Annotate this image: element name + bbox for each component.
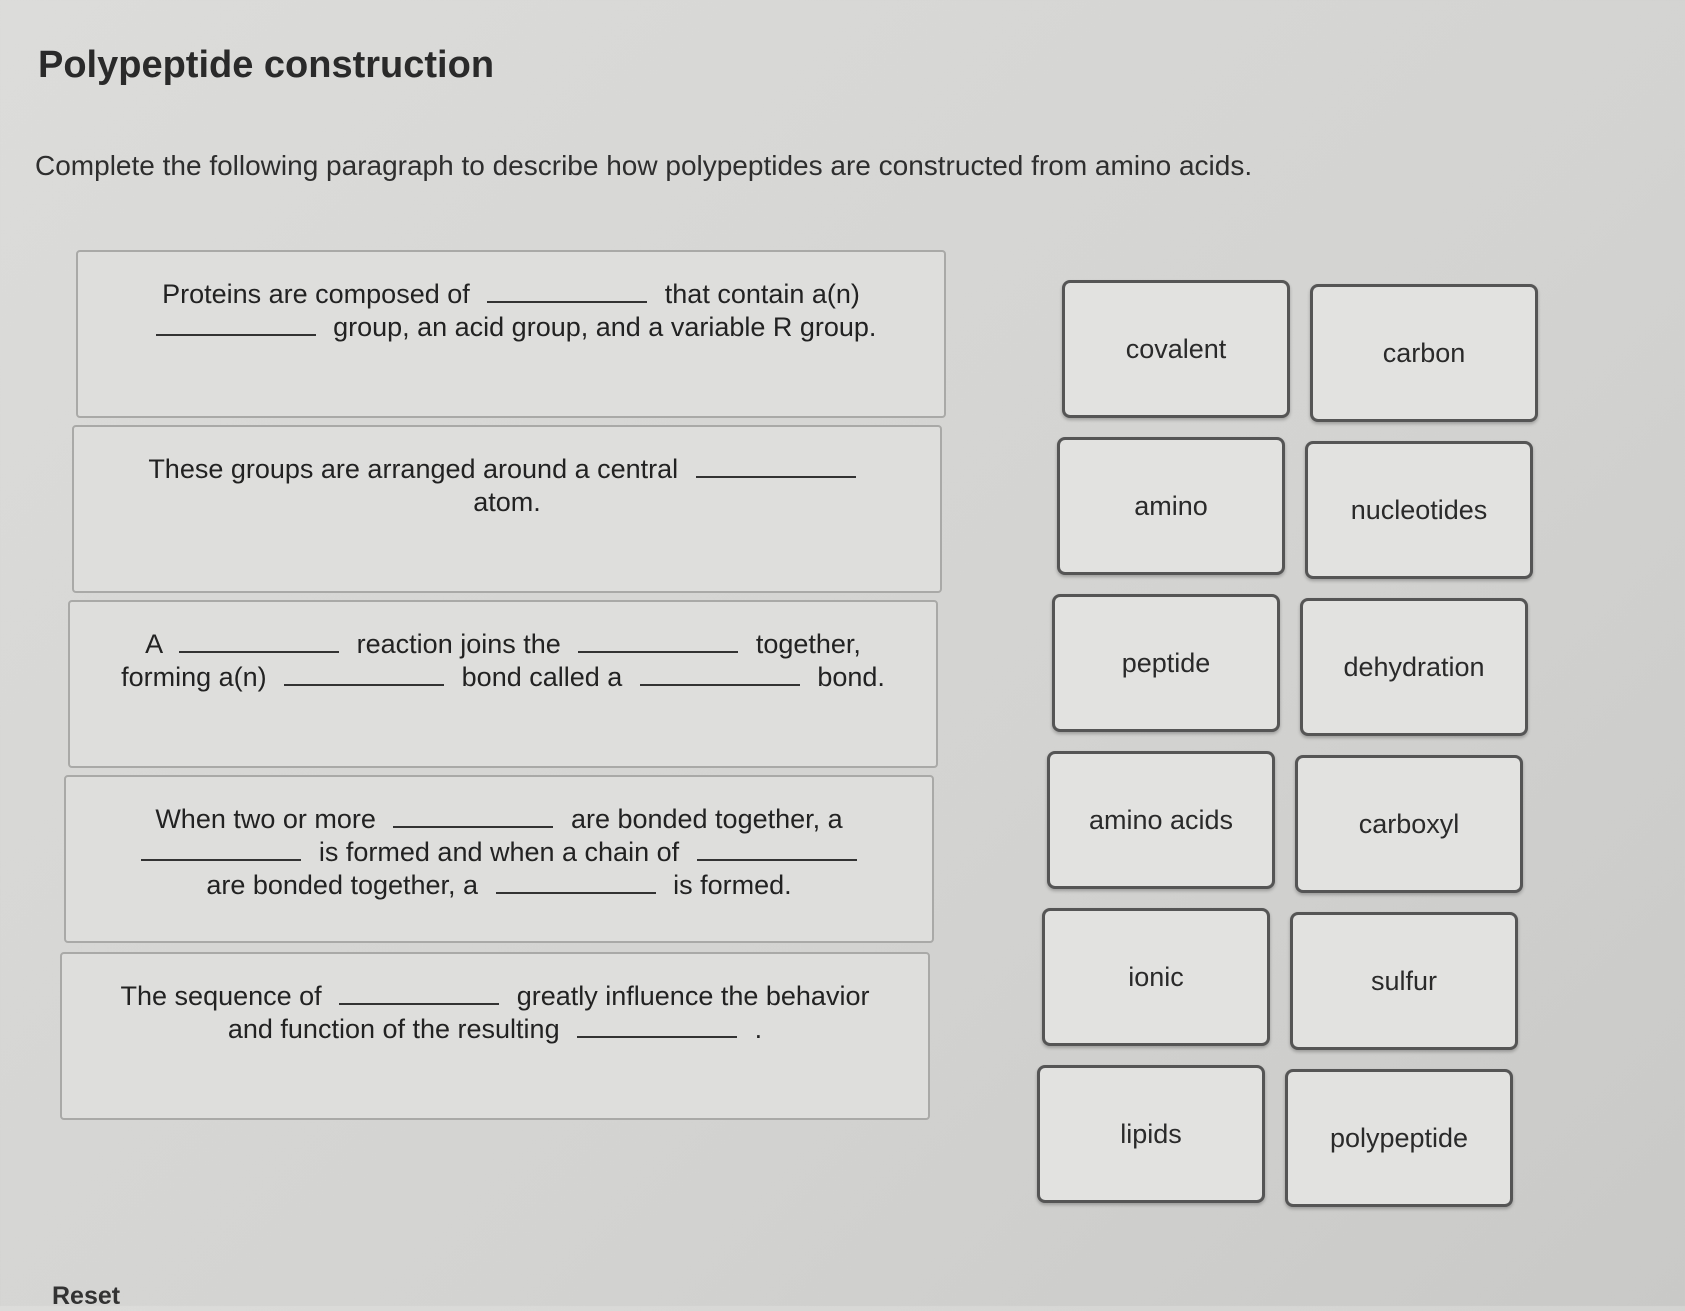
word-tile[interactable]: carbon <box>1310 284 1538 422</box>
drop-blank[interactable] <box>393 804 553 828</box>
drop-blank[interactable] <box>496 870 656 894</box>
drop-blank[interactable] <box>640 662 800 686</box>
drop-blank[interactable] <box>156 312 316 336</box>
sentence-text: is formed. <box>673 870 792 900</box>
instructions: Complete the following paragraph to describe how polypeptides are constructed from amino acids. <box>35 150 1253 181</box>
sentence-box <box>60 952 930 1120</box>
sentence-text: are bonded together, a <box>570 804 843 834</box>
drop-blank[interactable] <box>179 629 339 653</box>
word-tile[interactable]: ionic <box>1042 908 1270 1046</box>
sentence-text: bond. <box>817 662 885 692</box>
drop-blank[interactable] <box>696 454 856 478</box>
drop-blank[interactable] <box>339 981 499 1005</box>
sentence-text: greatly influence the behavior and function of the resulting <box>227 981 870 1044</box>
word-tile[interactable]: carboxyl <box>1295 755 1523 893</box>
word-tile[interactable]: peptide <box>1052 594 1280 732</box>
drop-blank[interactable] <box>487 279 647 303</box>
sentence-text: When two or more <box>155 804 376 834</box>
sentence-text: are bonded together, a <box>206 870 479 900</box>
word-tile[interactable]: amino acids <box>1047 751 1275 889</box>
word-tile[interactable]: dehydration <box>1300 598 1528 736</box>
sentence-box <box>68 600 938 768</box>
sentence-text: The sequence of <box>120 981 322 1011</box>
sentence-box <box>64 775 934 943</box>
sentence-text: . <box>754 1014 763 1044</box>
word-tile[interactable]: amino <box>1057 437 1285 575</box>
sentence-text: reaction joins the <box>356 629 561 659</box>
word-tile[interactable]: nucleotides <box>1305 441 1533 579</box>
sentence-text: that contain a(n) <box>664 279 860 309</box>
reset-button[interactable]: Reset <box>52 1282 121 1310</box>
drop-blank[interactable] <box>284 662 444 686</box>
sentence-text: is formed and when a chain of <box>318 837 680 867</box>
sentence-text: group, an acid group, and a variable R group. <box>333 312 877 342</box>
drop-blank[interactable] <box>141 837 301 861</box>
sentence-text: Proteins are composed of <box>162 279 470 309</box>
sentence-box <box>76 250 946 418</box>
word-tile[interactable]: lipids <box>1037 1065 1265 1203</box>
drop-blank[interactable] <box>578 629 738 653</box>
sentence-text: atom. <box>473 487 541 517</box>
word-tile[interactable]: polypeptide <box>1285 1069 1513 1207</box>
sentence-text: together, forming a(n) <box>121 629 861 692</box>
sentence-text: bond called a <box>461 662 623 692</box>
sentence-box <box>72 425 942 593</box>
word-tile[interactable]: sulfur <box>1290 912 1518 1050</box>
sentence-text: These groups are arranged around a central <box>148 454 679 484</box>
page-title: Polypeptide construction <box>38 44 495 86</box>
sentence-text: A <box>145 629 162 659</box>
word-tile[interactable]: covalent <box>1062 280 1290 418</box>
drop-blank[interactable] <box>577 1014 737 1038</box>
drop-blank[interactable] <box>697 837 857 861</box>
